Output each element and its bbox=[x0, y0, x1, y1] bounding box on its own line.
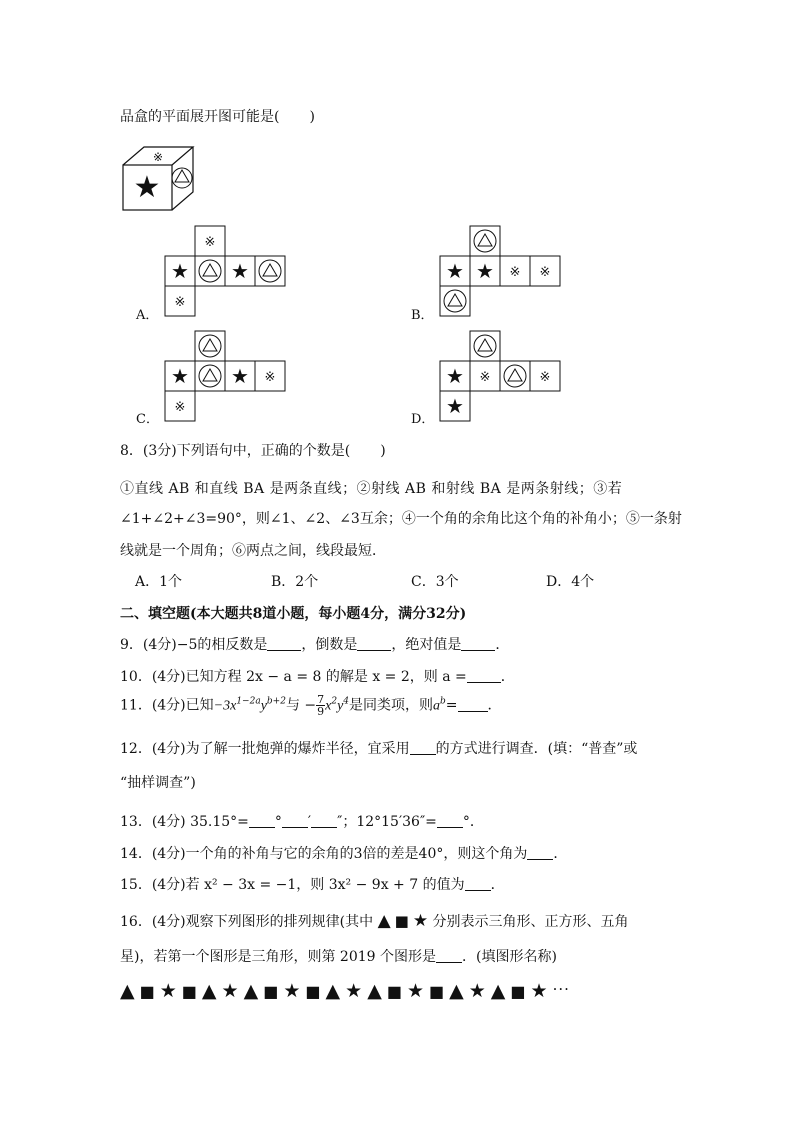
pattern-icon: ※ bbox=[174, 295, 186, 310]
cube-circle-icon bbox=[172, 168, 192, 188]
q13: 13．(4分) 35.15°= ° ′ ″；12°15′36″= °． bbox=[120, 814, 484, 830]
q11: 11．(4分)已知$-3x^{1-2a}y^{b+2}$与 − $\frac{7}{9}$ $x^2y^4$是同类项，则$a^b=$ ． bbox=[120, 693, 502, 718]
star-icon: ★ bbox=[446, 394, 464, 418]
square-icon: ■ bbox=[263, 982, 280, 1001]
triangle-icon: ▲ bbox=[449, 980, 465, 1002]
square-icon: ■ bbox=[386, 982, 403, 1001]
q7-stem: 品盒的平面展开图可能是( ) bbox=[120, 109, 315, 125]
q8-line1: ①直线 AB 和直线 BA 是两条直线；②射线 AB 和射线 BA 是两条射线；③若 bbox=[120, 481, 623, 497]
q8-choice-d[interactable]: D．4个 bbox=[546, 574, 595, 590]
legend-triangle-icon: ▲ bbox=[377, 911, 391, 931]
triangle-icon: ▲ bbox=[201, 980, 218, 1002]
net-option-c[interactable] bbox=[164, 330, 286, 422]
star-icon: ★ bbox=[345, 980, 364, 1002]
star-icon: ★ bbox=[446, 259, 464, 283]
square-icon: ■ bbox=[305, 982, 322, 1001]
square-icon: ■ bbox=[428, 982, 446, 1001]
q16-line2: 星)，若第一个图形是三角形，则第 2019 个图形是 ．(填图形名称) bbox=[120, 949, 557, 965]
star-icon: ★ bbox=[530, 980, 549, 1002]
q9-blank-3[interactable] bbox=[461, 636, 495, 651]
q8-choice-c[interactable]: C．3个 bbox=[411, 574, 459, 590]
legend-star-icon: ★ bbox=[412, 911, 429, 931]
section-title: 二、填空题(本大题共8道小题，每小题4分，满分32分) bbox=[120, 606, 467, 622]
option-d-label[interactable]: D． bbox=[411, 412, 435, 427]
legend-square-icon: ■ bbox=[394, 912, 409, 930]
pattern-icon: ※ bbox=[479, 370, 491, 385]
q13-blank-2[interactable] bbox=[282, 813, 308, 828]
cube-figure bbox=[120, 145, 200, 215]
star-icon: ★ bbox=[171, 364, 189, 388]
q9-blank-1[interactable] bbox=[267, 636, 301, 651]
q12-line1: 12．(4分)为了解一批炮弹的爆炸半径，宜采用 的方式进行调查．(填：“普查”或 bbox=[120, 741, 638, 757]
pattern-icon: ※ bbox=[509, 265, 521, 280]
q15: 15．(4分)若 x² − 3x = −1，则 3x² − 9x + 7 的值为 ． bbox=[120, 877, 505, 893]
net-option-d[interactable] bbox=[439, 330, 561, 422]
pattern-icon: ※ bbox=[204, 235, 216, 250]
circle-triangle-icon bbox=[474, 335, 496, 357]
star-icon: ★ bbox=[476, 259, 494, 283]
star-icon: ★ bbox=[221, 980, 240, 1002]
shape-sequence: ▲ ■ ★ ■ ▲ ★ ▲ ■ ★ ■ ▲ ★ ▲ ■ ★ ■ ▲ ★ ▲ ■ ★ ··· bbox=[120, 980, 570, 1002]
star-icon: ★ bbox=[171, 259, 189, 283]
q10: 10．(4分)已知方程 2x − a = 8 的解是 x = 2，则 a = ． bbox=[120, 669, 515, 685]
star-icon: ★ bbox=[468, 980, 487, 1002]
cube-pattern-icon: ※ bbox=[152, 150, 164, 164]
option-b-label[interactable]: B． bbox=[411, 308, 434, 323]
q13-blank-3[interactable] bbox=[311, 813, 337, 828]
q12-blank[interactable] bbox=[410, 740, 436, 755]
q13-blank-1[interactable] bbox=[249, 813, 275, 828]
star-icon: ★ bbox=[231, 364, 249, 388]
q13-blank-4[interactable] bbox=[437, 813, 463, 828]
q14-blank[interactable] bbox=[527, 845, 553, 860]
q10-blank[interactable] bbox=[467, 668, 501, 683]
star-icon: ★ bbox=[283, 980, 302, 1002]
circle-triangle-icon bbox=[199, 365, 221, 387]
circle-triangle-icon bbox=[199, 260, 221, 282]
star-icon: ★ bbox=[231, 259, 249, 283]
q16-blank[interactable] bbox=[436, 948, 462, 963]
q14: 14．(4分)一个角的补角与它的余角的3倍的差是40°，则这个角为 ． bbox=[120, 846, 568, 862]
square-icon: ■ bbox=[510, 982, 527, 1001]
q12-line2: “抽样调查”) bbox=[120, 775, 196, 791]
circle-triangle-icon bbox=[504, 365, 526, 387]
q8-line3: 线就是一个周角；⑥两点之间，线段最短． bbox=[120, 543, 386, 559]
pattern-icon: ※ bbox=[539, 265, 551, 280]
circle-triangle-icon bbox=[444, 290, 466, 312]
circle-triangle-icon bbox=[259, 260, 281, 282]
q8-choice-b[interactable]: B．2个 bbox=[271, 574, 319, 590]
triangle-icon: ▲ bbox=[325, 980, 342, 1002]
q11-blank[interactable] bbox=[458, 697, 488, 712]
q8-choice-a[interactable]: A．1个 bbox=[135, 574, 183, 590]
triangle-icon: ▲ bbox=[120, 980, 136, 1002]
q9-blank-2[interactable] bbox=[357, 636, 391, 651]
pattern-icon: ※ bbox=[264, 370, 276, 385]
net-option-b[interactable] bbox=[439, 225, 561, 317]
star-icon: ★ bbox=[159, 980, 178, 1002]
star-icon: ★ bbox=[446, 364, 464, 388]
square-icon: ■ bbox=[181, 982, 198, 1001]
triangle-icon: ▲ bbox=[490, 980, 507, 1002]
q16-line1: 16．(4分)观察下列图形的排列规律(其中 ▲ ■ ★ 分别表示三角形、正方形、五角 bbox=[120, 911, 629, 931]
option-a-label[interactable]: A． bbox=[136, 308, 159, 323]
net-option-a[interactable] bbox=[164, 225, 286, 317]
circle-triangle-icon bbox=[474, 230, 496, 252]
q15-blank[interactable] bbox=[465, 876, 491, 891]
triangle-icon: ▲ bbox=[243, 980, 260, 1002]
pattern-icon: ※ bbox=[539, 370, 551, 385]
star-icon: ★ bbox=[406, 980, 425, 1002]
option-c-label[interactable]: C． bbox=[136, 412, 159, 427]
q9: 9．(4分)−5的相反数是 ，倒数是 ，绝对值是 ． bbox=[120, 637, 510, 653]
cube-star-icon: ★ bbox=[133, 170, 161, 205]
square-icon: ■ bbox=[139, 982, 156, 1001]
pattern-icon: ※ bbox=[174, 400, 186, 415]
q11-fraction: $\frac{7}{9}$ bbox=[317, 693, 325, 718]
triangle-icon: ▲ bbox=[367, 980, 383, 1002]
circle-triangle-icon bbox=[199, 335, 221, 357]
q8-stem: 8．(3分)下列语句中，正确的个数是( ) bbox=[120, 443, 386, 459]
q8-line2: ∠1+∠2+∠3=90°，则∠1、∠2、∠3互余；④一个角的余角比这个角的补角小；⑤一条射 bbox=[120, 511, 682, 527]
